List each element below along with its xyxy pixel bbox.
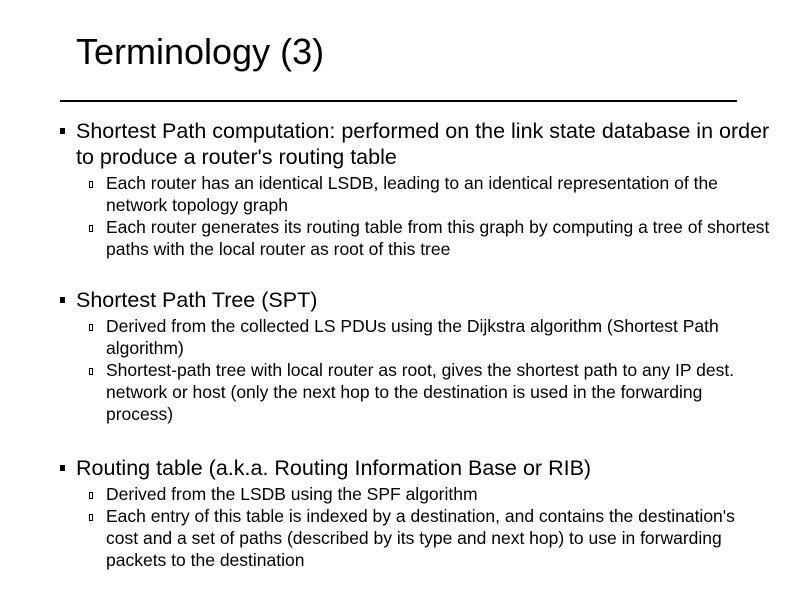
bullet-level2 xyxy=(88,505,770,571)
section-routing-table xyxy=(60,455,770,571)
bullet-text: Derived from the collected LS PDUs using the Dijkstra algorithm (Shortest Path algorithm) xyxy=(106,316,719,358)
bullet-level2 xyxy=(88,315,770,359)
bullet-level2 xyxy=(88,359,770,425)
bullet-text: Shortest Path Tree (SPT) xyxy=(76,288,318,312)
square-bullet-icon xyxy=(60,297,65,303)
box-bullet-icon xyxy=(89,514,93,521)
bullet-text: Routing table (a.k.a. Routing Information Base or RIB) xyxy=(76,456,592,480)
bullet-text: Each router generates its routing table from this graph by computing a tree of shortest paths with the local router as root of this tree xyxy=(106,217,770,259)
bullet-level2 xyxy=(88,172,770,216)
bullet-level2 xyxy=(88,216,770,260)
bullet-level1 xyxy=(60,118,770,170)
box-bullet-icon xyxy=(89,492,93,499)
bullet-text: Shortest Path computation: performed on the link state database in order to produce a router's routing table xyxy=(76,119,770,169)
bullet-level1 xyxy=(60,455,770,481)
box-bullet-icon xyxy=(89,324,93,331)
slide-title: Terminology (3) xyxy=(76,31,325,72)
bullet-level1 xyxy=(60,287,770,313)
bullet-text: Derived from the LSDB using the SPF algorithm xyxy=(106,484,478,504)
section-shortest-path-computation xyxy=(60,118,770,260)
box-bullet-icon xyxy=(89,225,93,232)
bullet-level2 xyxy=(88,483,770,505)
square-bullet-icon xyxy=(60,465,65,471)
box-bullet-icon xyxy=(89,368,93,375)
bullet-text: Each router has an identical LSDB, leading to an identical representation of the network topology graph xyxy=(106,173,718,215)
box-bullet-icon xyxy=(89,181,93,188)
square-bullet-icon xyxy=(60,128,65,134)
section-shortest-path-tree xyxy=(60,287,770,425)
title-underline xyxy=(60,100,737,102)
bullet-text: Shortest-path tree with local router as root, gives the shortest path to any IP dest. network or host (only the next hop to the destination is used in the forwarding process) xyxy=(106,360,735,424)
bullet-text: Each entry of this table is indexed by a destination, and contains the destination's cost and a set of paths (described by its type and next hop) to use in forwarding packets to the destination xyxy=(106,506,735,570)
